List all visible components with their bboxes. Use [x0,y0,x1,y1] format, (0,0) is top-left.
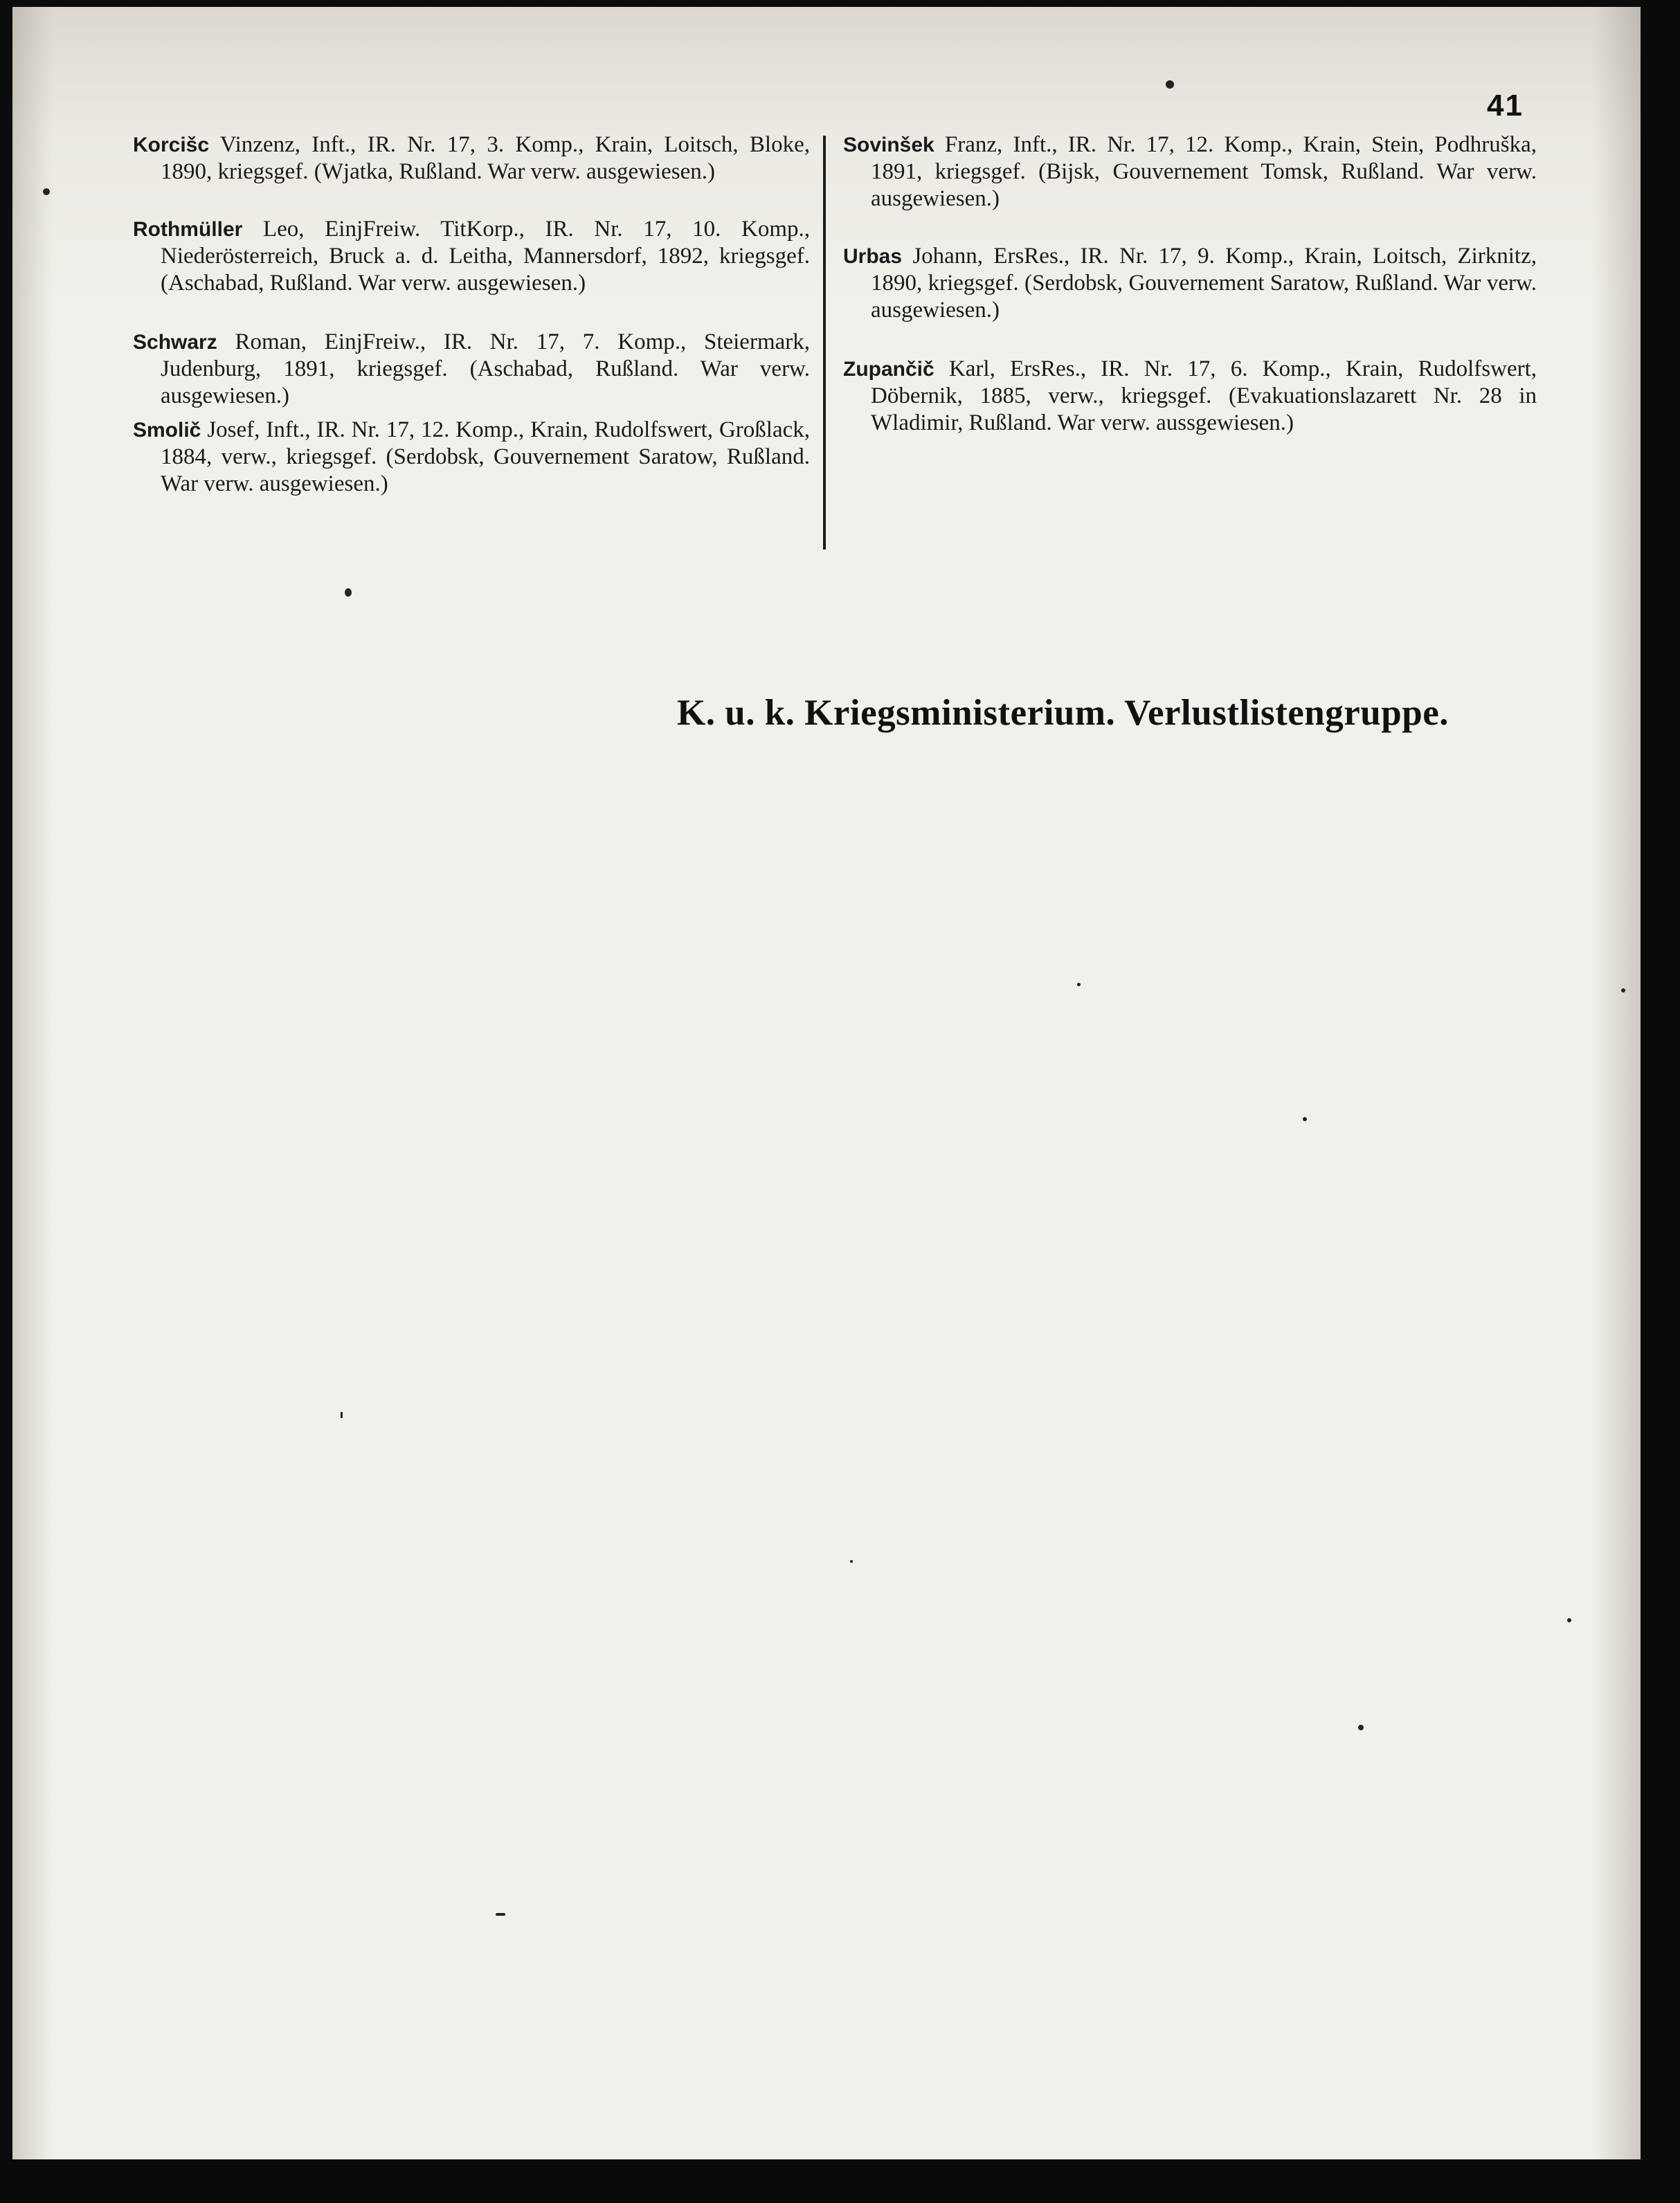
entry-details: Karl, ErsRes., IR. Nr. 17, 6. Komp., Krain, Rudolfswert, Döbernik, 1885, verw., kriegsgef. (Evakuationslazarett Nr. 28 in Wladimir, Rußland. War verw. aussgewiesen.) [871,356,1537,435]
column-divider [823,136,826,550]
list-entry [843,356,1537,437]
scan-speck [850,1560,853,1563]
scan-speck [1077,983,1081,986]
entry-surname: Smolič [133,419,201,442]
entry-surname: Urbas [843,245,903,268]
entry-details: Leo, EinjFreiw. TitKorp., IR. Nr. 17, 10. Komp., Niederösterreich, Bruck a. d. Leitha, Mannersdorf, 1892, kriegsgef. (Aschabad, Rußland. War verw. ausgewiesen.) [161,217,810,296]
document-page [12,7,1641,2159]
scan-speck [43,188,50,195]
scan-speck [345,588,352,597]
left-column [133,132,810,498]
right-column [843,132,1537,437]
signature-line: K. u. k. Kriegsministerium. Verlustlistengruppe. [677,693,1449,733]
scan-speck [1358,1725,1364,1730]
entry-details: Roman, EinjFreiw., IR. Nr. 17, 7. Komp., Steiermark, Judenburg, 1891, kriegsgef. (Aschabad, Rußland. War verw. ausgewiesen.) [161,329,810,408]
entry-surname: Zupančič [843,358,934,381]
list-entry [133,329,810,410]
entry-details: Vinzenz, Inft., IR. Nr. 17, 3. Komp., Krain, Loitsch, Bloke, 1890, kriegsgef. (Wjatka, Rußland. War verw. ausgewiesen.) [161,132,810,184]
scan-speck [341,1412,343,1418]
scan-speck [1567,1618,1571,1622]
entry-details: Josef, Inft., IR. Nr. 17, 12. Komp., Krain, Rudolfswert, Großlack, 1884, verw., kriegsgef. (Serdobsk, Gouvernement Saratow, Rußland. War verw. ausgewiesen.) [161,417,810,496]
scan-speck [1303,1117,1307,1121]
list-entry [133,417,810,498]
list-entry [843,132,1537,212]
entry-surname: Sovinšek [843,134,934,156]
list-entry [843,243,1537,324]
scan-border-right [1641,0,1680,2203]
page-number: 41 [1487,89,1524,123]
entry-details: Franz, Inft., IR. Nr. 17, 12. Komp., Krain, Stein, Podhruška, 1891, kriegsgef. (Bijsk, Gouvernement Tomsk, Rußland. War verw. ausgewiesen.) [871,132,1537,211]
scan-speck [1621,988,1625,992]
entry-surname: Rothmüller [133,218,243,241]
scan-speck [1166,80,1174,89]
entry-surname: Korcišc [133,134,210,156]
scan-border-bottom [0,2159,1680,2203]
entry-details: Johann, ErsRes., IR. Nr. 17, 9. Komp., Krain, Loitsch, Zirknitz, 1890, kriegsgef. (Serdobsk, Gouvernement Saratow, Rußland. War verw. ausgewiesen.) [871,244,1537,323]
entry-surname: Schwarz [133,331,217,354]
list-entry [133,132,810,185]
scan-speck [496,1913,505,1916]
list-entry [133,216,810,297]
